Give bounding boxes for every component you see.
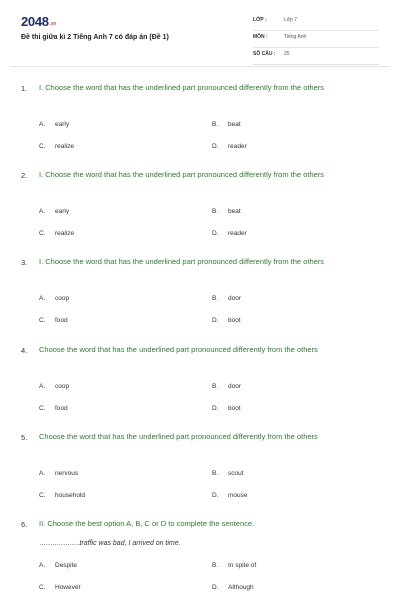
option-a[interactable] <box>39 383 69 390</box>
option-text: food <box>55 405 68 412</box>
option-text: boot <box>228 317 241 324</box>
option-letter: D. <box>212 143 219 150</box>
option-d[interactable] <box>212 317 241 324</box>
answer-blank: ………………. <box>39 540 80 547</box>
option-a[interactable] <box>39 121 69 128</box>
option-text: boot <box>228 405 241 412</box>
option-letter: B. <box>212 295 219 302</box>
option-letter: C. <box>39 584 46 591</box>
meta-key: SỐ CÂU : <box>253 51 276 57</box>
exam-meta <box>253 14 379 65</box>
page-header <box>0 0 400 66</box>
option-text: coop <box>55 383 70 390</box>
meta-key: MÔN : <box>253 34 268 40</box>
option-text: realize <box>55 143 75 150</box>
meta-value: Tiếng Anh <box>284 34 307 40</box>
option-d[interactable] <box>212 143 247 150</box>
option-letter: A. <box>39 383 46 390</box>
option-a[interactable] <box>39 470 78 477</box>
option-letter: B. <box>212 562 219 569</box>
logo-suffix: .vn <box>49 21 57 27</box>
option-c[interactable] <box>39 584 81 591</box>
option-letter: C. <box>39 405 46 412</box>
question-text: I. Choose the word that has the underlined part pronounced differently from the others <box>39 257 325 266</box>
option-b[interactable] <box>212 295 241 302</box>
option-text: scout <box>228 470 244 477</box>
option-a[interactable] <box>39 295 69 302</box>
option-letter: C. <box>39 317 46 324</box>
option-letter: A. <box>39 470 46 477</box>
option-d[interactable] <box>212 492 248 499</box>
option-text: coop <box>55 295 70 302</box>
option-letter: D. <box>212 405 219 412</box>
option-text: door <box>228 295 242 302</box>
sentence-text: traffic was bad, I arrived on time. <box>79 540 181 547</box>
option-letter: C. <box>39 492 46 499</box>
option-text: early <box>55 121 70 128</box>
option-b[interactable] <box>212 562 256 569</box>
option-c[interactable] <box>39 492 85 499</box>
logo-text: 2048 <box>21 14 49 29</box>
option-text: Although <box>228 584 254 591</box>
option-c[interactable] <box>39 317 68 324</box>
option-b[interactable] <box>212 121 241 128</box>
meta-row-class <box>253 14 379 31</box>
option-d[interactable] <box>212 584 254 591</box>
option-text: food <box>55 317 68 324</box>
option-letter: B. <box>212 121 219 128</box>
option-letter: B. <box>212 208 219 215</box>
question-text: Choose the word that has the underlined part pronounced differently from the others <box>39 345 318 354</box>
option-a[interactable] <box>39 562 77 569</box>
question-text: I. Choose the word that has the underlined part pronounced differently from the others <box>39 170 325 179</box>
option-letter: D. <box>212 584 219 591</box>
option-text: mouse <box>228 492 248 499</box>
meta-row-count <box>253 48 379 65</box>
option-b[interactable] <box>212 208 241 215</box>
option-letter: A. <box>39 208 46 215</box>
option-letter: B. <box>212 470 219 477</box>
option-text: nervous <box>55 470 79 477</box>
meta-row-subject <box>253 31 379 48</box>
question-number: 4. <box>21 346 28 355</box>
option-text: household <box>55 492 85 499</box>
option-b[interactable] <box>212 470 244 477</box>
meta-value: 25 <box>284 51 290 57</box>
document-title: Đề thi giữa kì 2 Tiếng Anh 7 có đáp án (Đề 1) <box>21 34 169 41</box>
option-letter: A. <box>39 562 46 569</box>
option-letter: A. <box>39 121 46 128</box>
option-c[interactable] <box>39 405 68 412</box>
option-text: early <box>55 208 70 215</box>
option-letter: C. <box>39 143 46 150</box>
option-letter: D. <box>212 492 219 499</box>
option-letter: D. <box>212 230 219 237</box>
question-text: Choose the word that has the underlined part pronounced differently from the others <box>39 432 318 441</box>
meta-key: LỚP : <box>253 17 267 23</box>
option-text: beat <box>228 121 241 128</box>
option-text: However <box>55 584 81 591</box>
option-d[interactable] <box>212 230 247 237</box>
header-divider <box>10 66 390 67</box>
option-c[interactable] <box>39 143 74 150</box>
option-text: reader <box>228 230 247 237</box>
option-text: realize <box>55 230 75 237</box>
question-text: I. Choose the word that has the underlined part pronounced differently from the others <box>39 83 325 92</box>
question-text: II. Choose the best option A, B, C or D to complete the sentence. <box>39 519 255 528</box>
option-text: reader <box>228 143 247 150</box>
option-text: Despite <box>55 562 78 569</box>
option-d[interactable] <box>212 405 241 412</box>
fill-in-sentence <box>39 540 181 547</box>
option-a[interactable] <box>39 208 69 215</box>
option-c[interactable] <box>39 230 74 237</box>
site-logo[interactable] <box>21 14 56 29</box>
meta-value: Lớp 7 <box>284 17 298 23</box>
option-b[interactable] <box>212 383 241 390</box>
option-text: door <box>228 383 242 390</box>
option-text: In spite of <box>228 562 257 569</box>
option-letter: D. <box>212 317 219 324</box>
question-number: 2. <box>21 171 28 180</box>
option-letter: A. <box>39 295 46 302</box>
option-text: beat <box>228 208 241 215</box>
question-number: 3. <box>21 258 28 267</box>
question-number: 1. <box>21 84 28 93</box>
question-number: 5. <box>21 433 28 442</box>
option-letter: C. <box>39 230 46 237</box>
question-number: 6. <box>21 520 28 529</box>
option-letter: B. <box>212 383 219 390</box>
